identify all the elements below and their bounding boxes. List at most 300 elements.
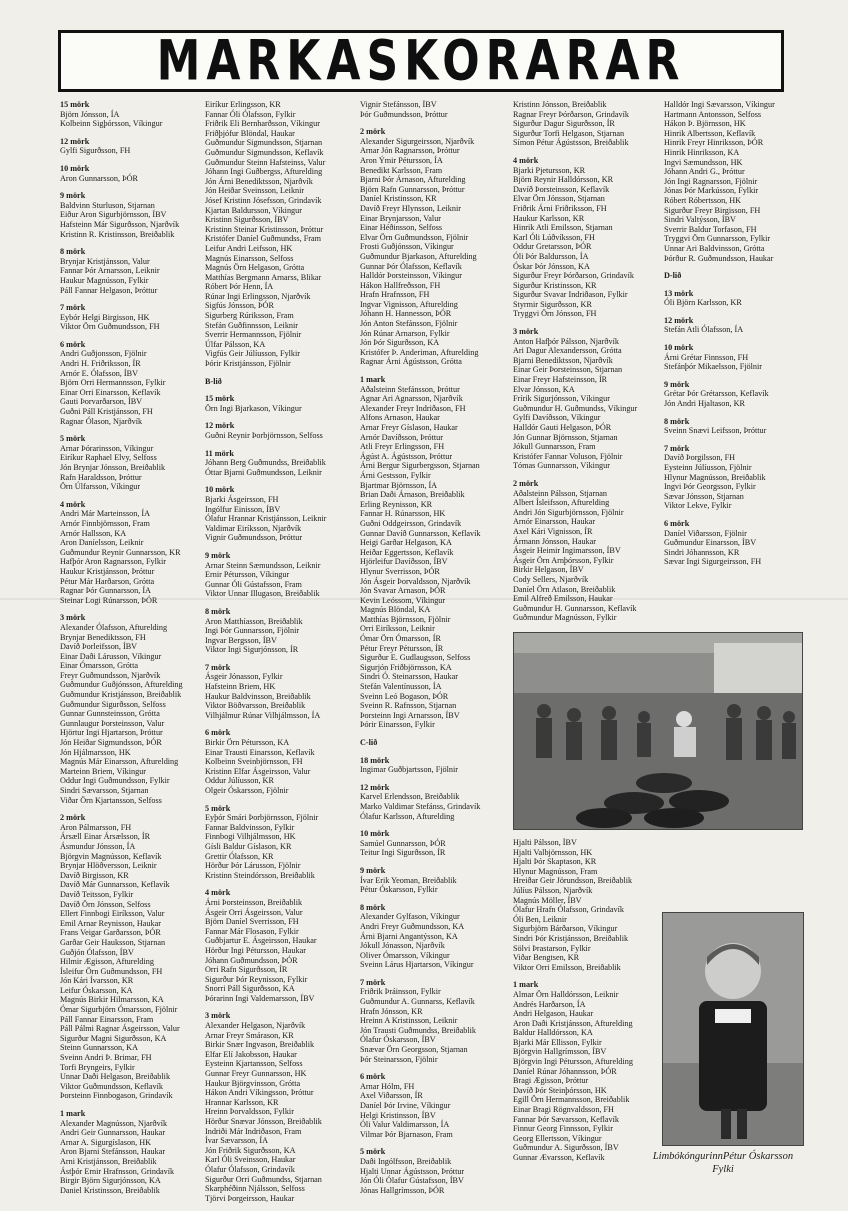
scorer-group bbox=[60, 340, 208, 426]
scorer-name: Ólafur Óskarsson, ÍBV bbox=[360, 1035, 436, 1045]
scorer-name: Valdimar Eiríksson, Njarðvík bbox=[205, 523, 302, 533]
scorer-name: Viktor Unnar Illugason, Breiðablik bbox=[205, 589, 320, 599]
scorer-name: Ásgeir Orri Ásgeirsson, Valur bbox=[205, 907, 303, 917]
scorer-name: Hilmir Ægisson, Afturelding bbox=[60, 957, 154, 967]
scorer-group bbox=[60, 434, 208, 492]
scorer-name: Oliver Ómarsson, Víkingur bbox=[360, 950, 450, 960]
scorer-name: Guðmundur Sigmundsson, Stjarnan bbox=[205, 138, 323, 148]
scorer-group bbox=[360, 1147, 508, 1195]
scorer-name: Hreinn Þorvaldsson, Fylkir bbox=[205, 1107, 294, 1117]
scorer-name: Frosti Guðjónsson, Víkingur bbox=[360, 242, 454, 252]
scorer-name: Vilhjálmur Rúnar Vilhjálmsson, ÍA bbox=[205, 710, 321, 720]
scorer-group bbox=[205, 377, 353, 387]
goal-count-heading: 3 mörk bbox=[205, 1011, 231, 1021]
scorers-column-3 bbox=[360, 100, 508, 1203]
scorer-name: Ísleifur Örn Guðmundsson, FH bbox=[60, 966, 163, 976]
scorer-name: Tjörvi Þorgeirsson, Haukar bbox=[205, 1193, 295, 1203]
scorer-name: Hafsteinn Már Sigurðsson, Njarðvík bbox=[60, 219, 180, 229]
scorer-name: Hjalti Valbjörnsson, HK bbox=[513, 847, 593, 857]
scorer-name: Róbert Róbertsson, HK bbox=[664, 195, 742, 205]
scorer-name: Páll Pálmi Ragnar Ásgeirsson, Valur bbox=[60, 1024, 180, 1034]
scorer-name: Haukur Karlsson, KR bbox=[513, 213, 585, 223]
scorer-name: Ástþór Ernir Hrafnsson, Grindavík bbox=[60, 1166, 175, 1176]
scorer-name: Sveinn Lárus Hjartarson, Víkingur bbox=[360, 960, 474, 970]
scorer-name: Árni Þorsteinsson, Breiðablik bbox=[205, 897, 303, 907]
scorer-name: Hafþór Aron Ragnarsson, Fylkir bbox=[60, 557, 166, 567]
scorer-name: Ásgeir Örn Arnþórsson, Fylkir bbox=[513, 555, 614, 565]
scorer-name: Þorsteinn Finnbogason, Grindavík bbox=[60, 1091, 173, 1101]
goal-count-heading: 9 mörk bbox=[60, 191, 86, 201]
scorer-name: Arnór E. Ólafsson, ÍBV bbox=[60, 368, 138, 378]
scorer-name: Arnar Freyr Smárason, KR bbox=[205, 1030, 294, 1040]
scorer-name: Eiður Aron Sigurbjörnsson, ÍBV bbox=[60, 210, 167, 220]
scorer-name: Arnar Hólm, FH bbox=[360, 1081, 415, 1091]
scorer-name: Benedikt Karlsson, Fram bbox=[360, 165, 443, 175]
scorer-name: Ragnar Þór Gunnarsson, ÍA bbox=[60, 586, 151, 596]
goal-count-heading: 12 mörk bbox=[360, 782, 390, 792]
scorer-group bbox=[664, 289, 812, 308]
scorer-name: Guðmundur Sigurðsson, Selfoss bbox=[60, 699, 166, 709]
goal-count-heading: 12 mörk bbox=[205, 421, 235, 431]
scorer-name: Ellert Finnbogi Eiríksson, Valur bbox=[60, 909, 165, 919]
scorer-name: Elvar Jónsson, KA bbox=[513, 384, 575, 394]
scorer-name: Steinn Gunnarsson, KA bbox=[60, 1043, 139, 1053]
scorer-name: Ingvar Vignisson, Afturelding bbox=[360, 299, 458, 309]
scorer-name: Þór Steinarsson, Fjölnir bbox=[360, 1054, 438, 1064]
scorer-name: Daníel Viðarsson, Fjölnir bbox=[664, 528, 747, 538]
scorer-group bbox=[60, 500, 208, 606]
scorer-name: Stefán Valentínusson, ÍA bbox=[360, 682, 442, 692]
scorer-name: Einar Trausti Einarsson, Keflavík bbox=[205, 747, 315, 757]
scorer-name: Sigurður E. Gudlaugsson, Selfoss bbox=[360, 653, 471, 663]
scorer-name: Davíð Þorleifsson, ÍBV bbox=[60, 642, 138, 652]
scorer-group bbox=[664, 100, 812, 263]
scorer-group bbox=[360, 756, 508, 775]
scorer-group bbox=[513, 100, 661, 148]
goal-count-heading: 2 mörk bbox=[60, 813, 86, 823]
scorer-name: Einar Ómarsson, Grótta bbox=[60, 661, 138, 671]
scorer-name: Gylfi Sigurðsson, FH bbox=[60, 146, 131, 156]
scorer-name: Davíð Þorgilsson, FH bbox=[664, 453, 736, 463]
scorer-name: Ólafur Karlsson, Afturelding bbox=[360, 811, 455, 821]
scorer-name: Þórir Kristjánsson, Fjölnir bbox=[205, 359, 291, 369]
scorer-name: Hinrik Freyr Hinriksson, ÞÓR bbox=[664, 138, 764, 148]
scorer-group bbox=[513, 327, 661, 471]
scorer-name: Einar Bragi Rögnvaldsson, FH bbox=[513, 1105, 614, 1115]
scorer-name: Hjalti Pálsson, ÍBV bbox=[513, 838, 577, 847]
scorer-name: Vilmar Þór Bjarnason, Fram bbox=[360, 1129, 453, 1139]
scorer-name: Steinar Logi Rúnarsson, ÞÓR bbox=[60, 595, 158, 605]
scorer-name: Jón Trausti Guðmundss, Breiðablik bbox=[360, 1025, 476, 1035]
scorer-name: Hrannar Karlsson, KR bbox=[205, 1097, 279, 1107]
scorer-name: Jóhann H. Hannesson, ÞÓR bbox=[360, 309, 452, 319]
scorer-name: Guðmundur Reynir Gunnarsson, KR bbox=[60, 547, 181, 557]
scorer-name: Leifur Óskarsson, KA bbox=[60, 985, 133, 995]
scorer-group bbox=[360, 783, 508, 821]
scorer-name: Kristófer Þ. Anderiman, Afturelding bbox=[360, 347, 479, 357]
scorer-name: Ragnar Freyr Þórðarson, Grindavík bbox=[513, 109, 629, 119]
scorer-name: Ragnar Árni Ágústsson, Grótta bbox=[360, 357, 462, 367]
scorer-name: Sigurbjörn Bárðarson, Víkingur bbox=[513, 924, 618, 934]
scorer-name: Sævar Ingi Sigurgeirsson, FH bbox=[664, 557, 762, 567]
scorer-name: Páll Fannar Helgason, Þróttur bbox=[60, 285, 158, 295]
scorer-name: Ásmundur Jónsson, ÍA bbox=[60, 841, 136, 851]
scorer-name: Arnar Þórarinsson, Víkingur bbox=[60, 443, 154, 453]
scorer-name: Ársæll Einar Ársælsson, ÍR bbox=[60, 832, 151, 842]
scorer-group bbox=[205, 728, 353, 795]
scorer-name: Finnur Georg Finnsson, Fylkir bbox=[513, 1124, 613, 1134]
scorer-name: Jón Heiðar Sveinsson, Leiknir bbox=[205, 186, 305, 196]
scorer-name: Daniel Kristinsson, Breiðablik bbox=[60, 1185, 160, 1195]
scorer-name: Finnbogi Vilhjálmsson, HK bbox=[205, 832, 296, 842]
scorer-name: Helgi Kristinsson, ÍBV bbox=[360, 1110, 436, 1120]
scorer-name: Óttar Bjarni Guðmundsson, Leiknir bbox=[205, 467, 322, 477]
scorer-name: Sölvi Þrastarson, Fylkir bbox=[513, 943, 591, 953]
scorer-name: Elvar Örn Jónsson, Stjarnan bbox=[513, 194, 605, 204]
scorer-name: Eybór Helgi Birgisson, HK bbox=[60, 312, 150, 322]
scorer-name: Jón Ásgeir Þorvaldsson, Njarðvík bbox=[360, 576, 471, 586]
goal-count-heading: 4 mörk bbox=[60, 499, 86, 509]
scorer-name: Vignir Stefánsson, ÍBV bbox=[360, 100, 437, 109]
goal-count-heading: 9 mörk bbox=[205, 550, 231, 560]
scorer-name: Oddur Júlíusson, KR bbox=[205, 776, 274, 786]
scorer-name: Jóhann Andri G., Þróttur bbox=[664, 167, 745, 177]
scorer-name: Árni Bjarni Angantýsson, KA bbox=[360, 931, 458, 941]
scorer-name: Einar Héðinsson, Selfoss bbox=[360, 223, 443, 233]
scorer-name: Hafsteinn Briem, HK bbox=[205, 682, 276, 692]
scorer-name: Frans Veigar Garðarsson, ÞÓR bbox=[60, 928, 161, 938]
scorer-name: Hákon Hallfreðsson, FH bbox=[360, 280, 441, 290]
scorer-name: Ólafur Hrafn Ólafsson, Grindavík bbox=[513, 905, 624, 915]
scorer-name: Gunnar Ævarsson, Keflavík bbox=[513, 1153, 605, 1162]
scorer-name: Hartmann Antonsson, Selfoss bbox=[664, 109, 762, 119]
scorer-name: Unnar Daði Helgason, Breiðablik bbox=[60, 1072, 171, 1082]
scorer-name: Haukur Kristjánsson, Þróttur bbox=[60, 566, 155, 576]
scorer-name: Jókull Gunnarsson, Fram bbox=[513, 442, 596, 452]
scorer-name: Brynjar Kristjánsson, Valur bbox=[60, 256, 150, 266]
scorer-name: Arni Kristjánsson, Breiðablik bbox=[60, 1156, 157, 1166]
scorer-name: Örn Ingi Bjarkason, Víkingur bbox=[205, 403, 302, 413]
scorer-group bbox=[360, 100, 508, 119]
scorer-name: Ásgeir Jónasson, Fylkir bbox=[205, 672, 283, 682]
scorer-name: Arnar A. Sigurgíslason, HK bbox=[60, 1137, 152, 1147]
scorer-name: Snorri Páll Sigurðsson, KA bbox=[205, 984, 295, 994]
scorer-name: Fannar Óli Ólafsson, Fylkir bbox=[205, 109, 296, 119]
scorer-name: Viktor Örn Guðmundsson, FH bbox=[60, 322, 160, 332]
scorer-name: Andri Freyr Guðmundsson, KA bbox=[360, 921, 465, 931]
scorer-name: Anton Hafþór Pálsson, Njarðvík bbox=[513, 336, 619, 346]
scorer-name: Birkir Helgason, ÍBV bbox=[513, 565, 584, 575]
scorer-name: Garðar Geir Hauksson, Stjarnan bbox=[60, 937, 166, 947]
scorer-name: Andri Guðjonsson, Fjölnir bbox=[60, 349, 147, 359]
scorer-name: Jón Árni Benediktsson, Njarðvík bbox=[205, 176, 313, 186]
scorer-name: Guðmundur A. Gunnarss, Keflavík bbox=[360, 997, 475, 1007]
scorer-name: Kristinn Sigurðsson, ÍBV bbox=[205, 215, 289, 225]
scorer-name: Kristinn Elfar Ásgeirsson, Valur bbox=[205, 766, 311, 776]
scorer-name: Guðjón Ólafsson, ÍBV bbox=[60, 947, 134, 957]
scorer-group bbox=[360, 866, 508, 895]
scorer-name: Bjarni Þór Árnason, Afturelding bbox=[360, 175, 466, 185]
scorer-name: Þórður R. Guðmundsson, Haukar bbox=[664, 253, 774, 263]
scorer-name: Brynjar Benediktsson, FH bbox=[60, 632, 146, 642]
scorer-name: Hrafn Jónsson, KR bbox=[360, 1006, 423, 1016]
scorer-name: Viktor Orri Emilsson, Breiðablik bbox=[513, 962, 621, 972]
scorer-name: Hákon Þ. Björnsson, HK bbox=[664, 119, 746, 129]
scorer-name: Sigurður Torfi Helgason, Stjarnan bbox=[513, 128, 625, 138]
scorer-group bbox=[60, 191, 208, 239]
scorer-name: Jón Svavar Arnason, ÞÓR bbox=[360, 586, 446, 596]
scorer-name: Baldvinn Sturluson, Stjarnan bbox=[60, 200, 155, 210]
scorer-name: Heiðar Eggertsson, Keflavík bbox=[360, 547, 454, 557]
scorer-name: Almar Örn Halldórsson, Leiknir bbox=[513, 989, 619, 999]
scorer-name: Jón Friðrik Sigurðsson, KA bbox=[205, 1145, 296, 1155]
scorer-name: Elvar Örn Guðmundsson, Fjölnir bbox=[360, 232, 469, 242]
scorer-name: Sigurður Svavar Indriðason, Fylkir bbox=[513, 290, 628, 300]
scorer-name: Teitur Ingi Sigurðsson, ÍR bbox=[360, 848, 446, 858]
scorer-name: Björn Daníel Sverrisson, FH bbox=[205, 917, 299, 927]
scorer-name: Rúnar Ingi Erlingsson, Njarðvík bbox=[205, 291, 311, 301]
scorer-name: Jónas Þór Markússon, Fylkir bbox=[664, 186, 759, 196]
scorer-group bbox=[60, 613, 208, 805]
scorer-group bbox=[664, 417, 812, 436]
scorer-name: Daníel Kristinsson, KR bbox=[360, 194, 437, 204]
scorer-name: Vignir Guðmundsson, Þróttur bbox=[205, 533, 303, 543]
scorer-group bbox=[205, 421, 353, 440]
goal-count-heading: 10 mörk bbox=[360, 829, 390, 839]
scorer-group bbox=[513, 479, 661, 623]
scorer-name: Torfi Bryngeirs, Fylkir bbox=[60, 1062, 135, 1072]
goal-count-heading: C-lið bbox=[360, 738, 378, 747]
scorer-name: Jókull Jónasson, Njarðvík bbox=[360, 941, 445, 951]
scorer-name: Pétur Óskarsson, Fylkir bbox=[360, 885, 438, 895]
scorer-group bbox=[360, 829, 508, 858]
scorer-name: Magnús Einarsson, Selfoss bbox=[205, 253, 294, 263]
scorer-name: Alexander Ólafsson, Afturelding bbox=[60, 622, 168, 632]
scorer-name: Ómar Sigurbjörn Ómarsson, Fjölnir bbox=[60, 1005, 178, 1015]
scorer-name: Matthías Bergmann Arnarss, Blikar bbox=[205, 272, 322, 282]
scorer-name: Frírik Sigurjónsson, Víkingur bbox=[513, 394, 610, 404]
scorer-name: Sverrir Hermannsson, Fjölnir bbox=[205, 330, 302, 340]
scorer-name: Guðni Reynir Þorbjörnsson, Selfoss bbox=[205, 431, 323, 440]
scorer-name: Magnús Möller, ÍBV bbox=[513, 895, 582, 905]
goal-count-heading: 9 mörk bbox=[360, 865, 386, 875]
scorer-name: Gunnar Gunnsteinsson, Grótta bbox=[60, 709, 160, 719]
scorer-name: Friðrik Árni Friðriksson, FH bbox=[513, 203, 607, 213]
scorer-group bbox=[205, 663, 353, 721]
scorer-name: Róbert Þór Henn, ÍA bbox=[205, 282, 274, 292]
scorer-group bbox=[360, 1072, 508, 1139]
scorer-name: Arnar Steinn Sæmundsson, Leiknir bbox=[205, 560, 321, 570]
scorer-name: Alfons Arnason, Haukar bbox=[360, 413, 440, 423]
scorer-name: Sigurjón Friðbjörnsson, KA bbox=[360, 662, 452, 672]
scorer-name: Bjarki Pjetursson, KR bbox=[513, 165, 586, 175]
scorer-name: Andri Helgason, Haukar bbox=[513, 1009, 594, 1019]
scorer-name: Magnús Örn Helgason, Grótta bbox=[205, 263, 305, 273]
scorer-name: Marteinn Briem, Víkingur bbox=[60, 766, 147, 776]
page-title-box bbox=[58, 30, 784, 92]
goal-count-heading: 8 mörk bbox=[60, 247, 86, 257]
scorer-name: Axel Viðarsson, ÍR bbox=[360, 1091, 423, 1101]
scorer-name: Óli Björn Karlsson, KR bbox=[664, 298, 742, 308]
scorer-group bbox=[60, 137, 208, 156]
scorer-name: Andri Már Marteinsson, ÍA bbox=[60, 509, 151, 519]
scorer-name: Friðrik Þráinsson, Fylkir bbox=[360, 987, 441, 997]
scorer-name: Jóhann Guðmundsson, ÞÓR bbox=[205, 955, 298, 965]
scorer-name: Björn Jónsson, ÍA bbox=[60, 109, 120, 119]
scorer-name: Bjarki Ásgeirsson, FH bbox=[205, 494, 279, 504]
scorer-name: Jón Brynjar Jónsson, Breiðablik bbox=[60, 463, 166, 472]
scorer-name: Hjalti Þór Skaptason, KR bbox=[513, 857, 597, 867]
scorer-group bbox=[664, 519, 812, 567]
scorer-name: Stefán Guðfinnsson, Leiknir bbox=[205, 320, 299, 330]
scorer-name: Guðmundur Magnússon, Fylkir bbox=[513, 613, 617, 623]
scorer-name: Birgir Björn Sigurjónsson, KA bbox=[60, 1176, 161, 1186]
scorers-column-6 bbox=[513, 838, 661, 1188]
scorer-name: Kristinn Steinar Kristinsson, Þróttur bbox=[205, 224, 324, 234]
scorer-group bbox=[60, 1109, 208, 1195]
scorer-name: Sindri Sævarsson, Stjarnan bbox=[60, 786, 149, 795]
scorer-name: Arnór Hallsson, KA bbox=[60, 528, 127, 538]
scorer-name: Andri Geir Gunnarsson, Haukar bbox=[60, 1128, 166, 1138]
scorer-name: Einar Daði Lárusson, Víkingur bbox=[60, 651, 162, 661]
scorer-name: Guðni Páll Kristjánsson, FH bbox=[60, 407, 153, 417]
scorer-name: Ingi Þór Gunnarsson, Fjölnir bbox=[205, 626, 300, 636]
scorer-name: Björgvin Hallgrímsson, ÍBV bbox=[513, 1047, 607, 1057]
scorer-name: Gunnar Óli Gústafsson, Fram bbox=[205, 579, 302, 589]
scorer-name: Jón Rúnar Arnarson, Fylkir bbox=[360, 328, 450, 338]
scorer-name: Björn Rafn Gunnarsson, Þróttur bbox=[360, 184, 465, 194]
scorer-name: Oddur Gretarsson, ÞÓR bbox=[513, 242, 592, 252]
scorer-name: Ingvi Sæmundsson, HK bbox=[664, 157, 743, 167]
goal-count-heading: 15 mörk bbox=[60, 100, 90, 109]
scorer-name: Sigurður Kristinsson, KR bbox=[513, 280, 597, 290]
scorer-name: Jón Óli Ólafur Gústafsson, ÍBV bbox=[360, 1176, 464, 1186]
scorer-name: Viktor Guðmundsson, Keflavík bbox=[60, 1081, 163, 1091]
goal-count-heading: 11 mörk bbox=[205, 448, 234, 458]
scorer-name: Arnar Jón Ragnarsson, Þróttur bbox=[360, 146, 460, 156]
scorer-name: Marko Valdimar Stefánss, Grindavík bbox=[360, 801, 481, 811]
goal-count-heading: B-lið bbox=[205, 376, 222, 386]
goal-count-heading: 10 mörk bbox=[205, 485, 235, 495]
scorer-name: Stefánþór Mikaelsson, Fjölnir bbox=[664, 362, 763, 372]
scorer-name: Eysteinn Júlíusson, Fjölnir bbox=[664, 463, 752, 472]
scorer-name: Sveinn Leó Bogason, ÞÓR bbox=[360, 691, 449, 701]
scorer-name: Davíð Þorsteinsson, Keflavík bbox=[513, 184, 610, 194]
scorer-name: Karvel Erlendsson, Breiðablik bbox=[360, 792, 460, 802]
scorer-group bbox=[205, 607, 353, 655]
goal-count-heading: D-lið bbox=[664, 271, 682, 281]
goal-count-heading: 7 mörk bbox=[205, 662, 231, 672]
scorer-name: Alexander Sigurgeirsson, Njarðvík bbox=[360, 136, 475, 146]
scorers-column-1 bbox=[60, 100, 208, 1203]
goal-count-heading: 7 mörk bbox=[664, 443, 690, 453]
goal-count-heading: 5 mörk bbox=[60, 434, 86, 444]
scorer-group bbox=[205, 804, 353, 881]
scorers-column-4 bbox=[513, 100, 661, 625]
scorer-name: Gísli Baldur Gíslason, KR bbox=[205, 841, 292, 851]
scorer-group bbox=[60, 247, 208, 295]
scorer-name: Ívar Erik Yeoman, Breiðablik bbox=[360, 875, 457, 885]
scorer-name: Samúel Gunnarsson, ÞÓR bbox=[360, 838, 446, 848]
goal-count-heading: 6 mörk bbox=[205, 728, 231, 738]
scorer-name: Brian Daði Árnason, Breiðablik bbox=[360, 490, 465, 500]
scorer-name: Davíð Teitsson, Fylkir bbox=[60, 889, 134, 899]
scorer-name: Aron Daníelsson, Leiknir bbox=[60, 538, 144, 548]
goal-count-heading: 5 mörk bbox=[205, 803, 231, 813]
scorer-name: Karl Óli Lúðvíksson, FH bbox=[513, 232, 595, 242]
scorer-name: Gauti Þorvarðarson, ÍBV bbox=[60, 397, 143, 407]
scorer-name: Alexander Helgason, Njarðvík bbox=[205, 1021, 306, 1031]
scorer-name: Halldór Gauti Helgason, ÞÓR bbox=[513, 423, 612, 432]
scorer-name: Jósef Kristinn Jósefsson, Grindavík bbox=[205, 195, 322, 205]
scorer-name: Haukur Baldvinsson, Breiðablik bbox=[205, 691, 311, 701]
scorer-name: Viðar Örn Kjartansson, Selfoss bbox=[60, 795, 162, 805]
scorer-name: Aron Ýmir Pétursson, ÍA bbox=[360, 155, 443, 165]
scorer-name: Fannar Már Flosason, Fylkir bbox=[205, 926, 299, 936]
scorer-group bbox=[60, 813, 208, 1101]
goal-count-heading: 6 mörk bbox=[60, 339, 86, 349]
scorer-name: Sigfús Jónsson, ÞÓR bbox=[205, 301, 274, 311]
scorers-column-2 bbox=[205, 100, 353, 1211]
scorer-name: Brynjar Hlöðversson, Leiknir bbox=[60, 861, 157, 871]
scorer-name: Bjartmar Björnsson, ÍA bbox=[360, 480, 438, 490]
scorer-name: Sigurður Orri Guðmundss, Stjarnan bbox=[205, 1174, 322, 1184]
scorer-name: Ármann Jónsson, Haukar bbox=[513, 536, 596, 546]
scorer-name: Unnar Ari Baldvinsson, Grótta bbox=[664, 243, 765, 253]
scorer-name: Leifur Andri Leifsson, HK bbox=[205, 243, 293, 253]
goal-count-heading: 4 mörk bbox=[513, 155, 539, 165]
scorer-name: Davíð Birgisson, KR bbox=[60, 870, 129, 880]
scorer-name: Guðmundur Sigmundsson, Keflavík bbox=[205, 147, 324, 157]
scorer-group bbox=[60, 164, 208, 183]
scorer-group bbox=[664, 271, 812, 281]
scorer-name: Agnar Ari Agnarsson, Njarðvík bbox=[360, 394, 463, 404]
scorer-group bbox=[60, 100, 208, 129]
scorer-group bbox=[205, 551, 353, 599]
scorer-name: Karl Óli Sveinsson, Haukar bbox=[205, 1155, 296, 1165]
scorer-name: Sigurður Magni Sigurðsson, KA bbox=[60, 1033, 167, 1043]
scorer-name: Guðni Oddgeirsson, Grindavík bbox=[360, 518, 462, 528]
page-title: MARKASKORARAR bbox=[156, 29, 686, 93]
scorer-name: Jón Heiðar Sigmundsson, ÞÓR bbox=[60, 738, 162, 748]
scorer-name: Gunnlaugur Þorsteinsson, Valur bbox=[60, 718, 165, 728]
goal-count-heading: 13 mörk bbox=[664, 288, 694, 298]
scorer-name: Orri Eiríksson, Leiknir bbox=[360, 624, 435, 634]
scorer-name: Guðmundur H. Guðmundss, Víkingur bbox=[513, 403, 638, 413]
scorer-name: Hörður Þór Lárusson, Fjölnir bbox=[205, 861, 301, 871]
scorer-name: Ingvi Þór Georgsson, Fylkir bbox=[664, 482, 756, 492]
scorer-group bbox=[205, 485, 353, 543]
scorer-name: Jón Gunnar Björnsson, Stjarnan bbox=[513, 432, 618, 442]
scorer-name: Bragi Ægisson, Þróttur bbox=[513, 1076, 589, 1086]
scorer-name: Fannar H. Rúnarsson, HK bbox=[360, 509, 446, 519]
scorer-name: Davíð Örn Jónsson, Selfoss bbox=[60, 899, 151, 909]
scorer-name: Bjarni Benediktsson, Njarðvík bbox=[513, 355, 613, 365]
scorer-name: Hreiðar Geir Jörundsson, Breiðablik bbox=[513, 876, 633, 886]
scorer-name: Björn Reynir Halldórsson, KR bbox=[513, 175, 614, 185]
scorer-name: Bjarki Már Ellisson, Fylkir bbox=[513, 1037, 602, 1047]
scorer-group bbox=[513, 838, 661, 972]
scorer-group bbox=[205, 449, 353, 478]
scorer-name: Aron Daði Kristjánsson, Afturelding bbox=[513, 1018, 633, 1028]
goal-count-heading: 6 mörk bbox=[664, 518, 690, 528]
scorer-name: Hreinn A Kristinsson, Leiknir bbox=[360, 1016, 458, 1026]
scorer-group bbox=[360, 738, 508, 748]
scorer-name: Jónas Hallgrímsson, ÞÓR bbox=[360, 1185, 445, 1195]
scorer-group bbox=[360, 978, 508, 1064]
scorer-name: Hinrik Albertsson, Keflavík bbox=[664, 128, 756, 138]
scorer-name: Guðmundur A. Sigurðsson, ÍBV bbox=[513, 1143, 619, 1153]
